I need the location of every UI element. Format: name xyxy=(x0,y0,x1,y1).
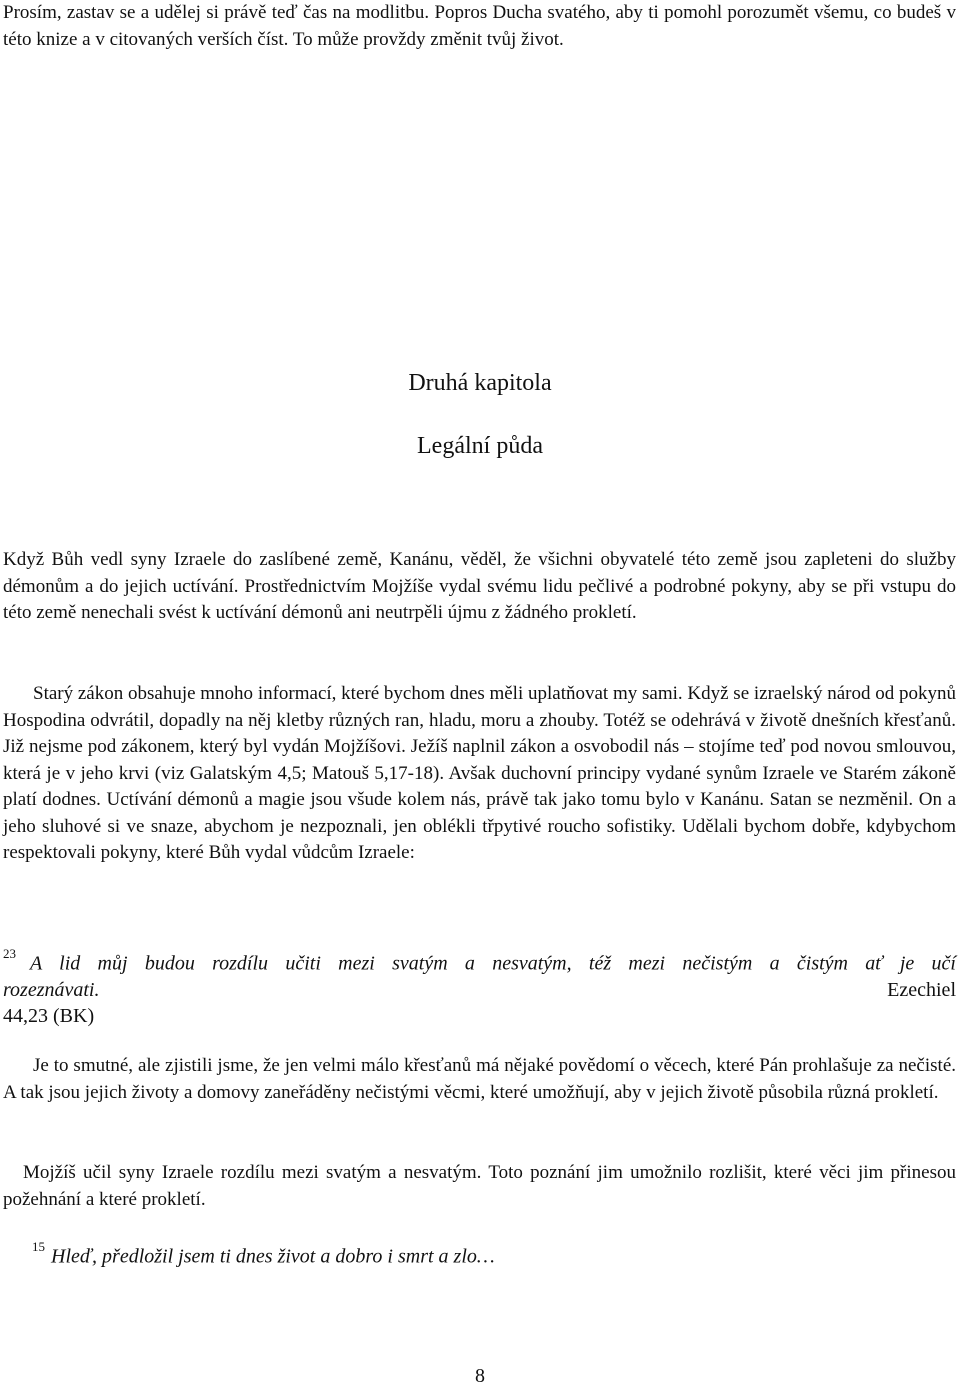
chapter-number-title: Druhá kapitola xyxy=(408,370,552,396)
quote-line-2: rozeznávati. xyxy=(3,978,100,1001)
intro-paragraph: Prosím, zastav se a udělej si právě teď čas na modlitbu. Popros Ducha svatého, aby ti pomohl porozumět všemu, co budeš v této knize a v citovaných verších číst. To může provždy změnit tvůj život. xyxy=(3,2,956,50)
quote-text: Hleď, předložil jsem ti dnes život a dobro i smrt a zlo… xyxy=(51,1245,495,1268)
scripture-quote-2 xyxy=(32,1238,932,1270)
body-paragraph-2: Starý zákon obsahuje mnoho informací, které bychom dnes měli uplatňovat my sami. Když se izraelský národ od pokynů Hospodina odvrátil, dopadly na něj kletby různých ran, hladu, moru a zhouby. Totéž se odehrává v životě dnešních křesťanů. Již nejsme pod zákonem, který byl vydán Mojžíšovi. Ježíš naplnil zákon a osvobodil nás – stojíme teď pod novou smlouvou, která je v jeho krvi (viz Galatským 4,5; Matouš 5,17-18). Avšak duchovní principy vydané synům Izraele ve Starém zákoně platí dodnes. Uctívání démonů a magie jsou všude kolem nás, právě tak jako tomu bylo v Kanánu. Satan se nezměnil. On a jeho sluhové si ve snaze, abychom je nezpoznali, jen oblékli třpytivé roucho sofistiky. Udělali bychom dobře, kdybychom respektovali pokyny, které Bůh vydal vůdcům Izraele: xyxy=(3,683,956,863)
body-paragraph-4: Mojžíš učil syny Izraele rozdílu mezi svatým a nesvatým. Toto poznání jim umožnilo rozlišit, které věci jim přinesou požehnání a které prokletí. xyxy=(3,1162,956,1210)
quote-reference-verse: 44,23 (BK) xyxy=(3,1004,95,1027)
body-paragraph-3: Je to smutné, ale zjistili jsme, že jen velmi málo křesťanů má nějaké povědomí o věcech, které Pán prohlašuje za nečisté. A tak jsou jejich životy a domovy zaneřáděny nečistými věcmi, které umožňují, aby v jejich životě působila různá prokletí. xyxy=(3,1055,956,1103)
chapter-title: Legální půda xyxy=(417,433,543,459)
page-number: 8 xyxy=(475,1365,485,1387)
verse-number: 23 xyxy=(3,946,16,961)
quote-reference-book: Ezechiel xyxy=(887,978,956,1001)
body-paragraph-1: Když Bůh vedl syny Izraele do zaslíbené země, Kanánu, věděl, že všichni obyvatelé této země jsou zapleteni do služby démonům a do jejich uctívání. Prostřednictvím Mojžíše vydal svému lidu pečlivé a podrobné pokyny, aby se při vstupu do této země nenechali svést k uctívání démonů ani neutrpěli újmu z žádného prokletí. xyxy=(3,549,956,623)
quote-line-1: A lid můj budou rozdílu učiti mezi svatým a nesvatým, též mezi nečistým a čistým ať je učí xyxy=(30,952,956,975)
scripture-quote-1 xyxy=(3,945,956,1029)
verse-number: 15 xyxy=(32,1239,45,1254)
